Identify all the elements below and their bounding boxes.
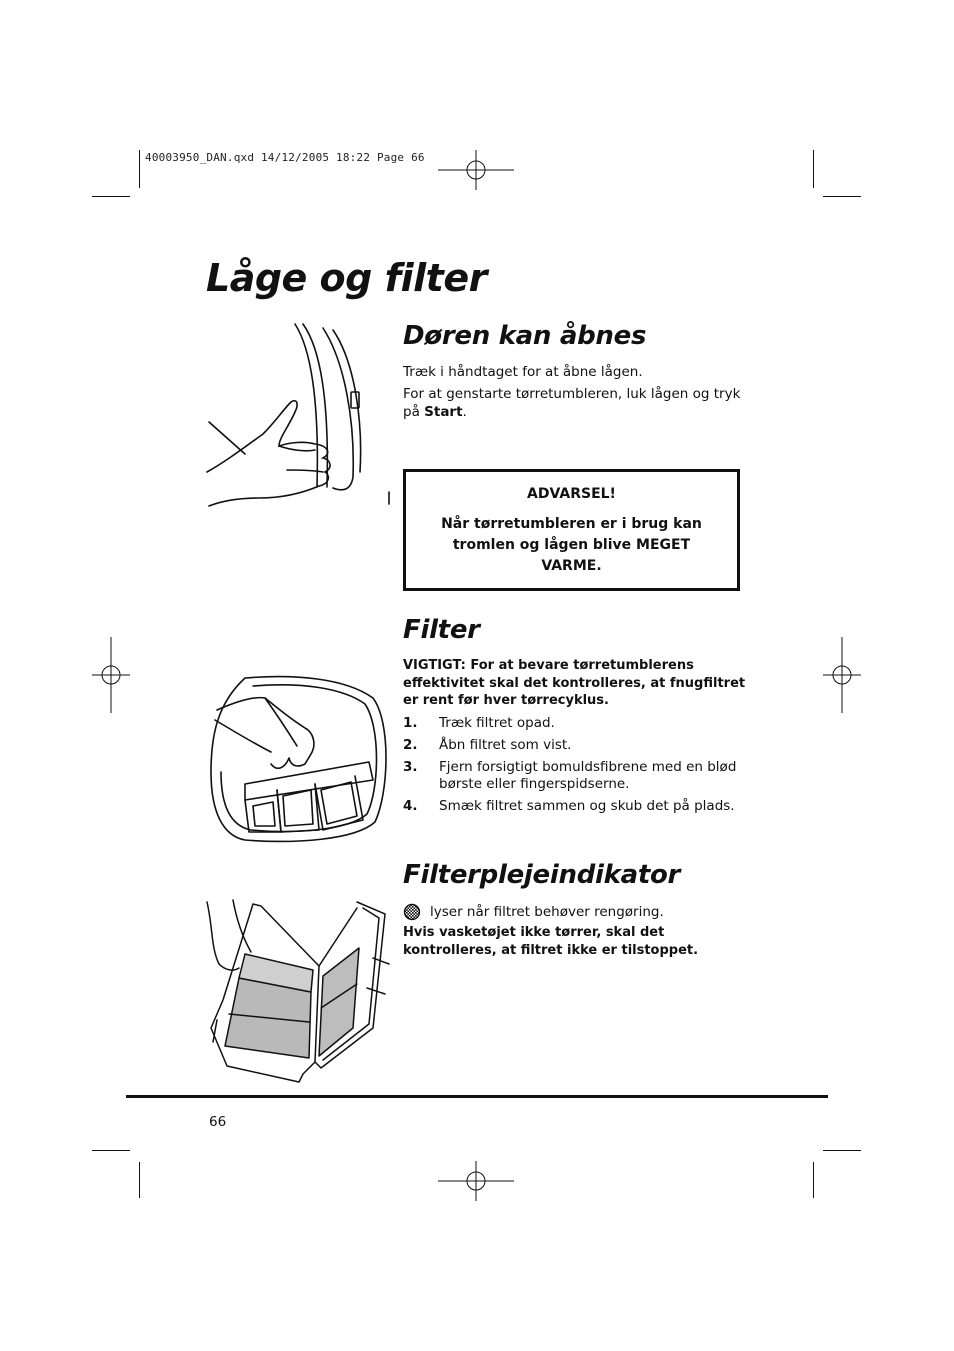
filter-step xyxy=(403,759,748,793)
step-number: 2. xyxy=(403,736,418,753)
step-text: Træk filtret opad. xyxy=(439,714,555,731)
step-number: 1. xyxy=(403,714,418,731)
page-title: Låge og filter xyxy=(206,256,487,300)
open-filter-illustration xyxy=(203,898,393,1083)
filter-section xyxy=(403,615,748,820)
door-restart-text xyxy=(403,385,743,421)
indicator-section xyxy=(403,860,748,959)
filter-step xyxy=(403,798,748,815)
filter-step xyxy=(403,715,748,732)
door-heading: Døren kan åbnes xyxy=(403,321,647,351)
filter-steps xyxy=(403,715,748,815)
filter-indicator-icon xyxy=(403,903,421,921)
file-slug: 40003950_DAN.qxd 14/12/2005 18:22 Page 66 xyxy=(145,151,425,164)
step-text: Fjern forsigtigt bomuldsfibrene med en blød børste eller fingerspidserne. xyxy=(439,758,737,792)
start-label: Start xyxy=(424,404,463,420)
warning-box xyxy=(403,469,740,591)
indicator-line xyxy=(403,903,748,921)
filter-step xyxy=(403,737,748,754)
warning-text: Når tørretumbleren er i brug kan tromlen og lågen blive MEGET VARME. xyxy=(441,516,702,574)
step-number: 4. xyxy=(403,797,418,814)
step-text: Smæk filtret sammen og skub det på plads. xyxy=(439,797,735,814)
door-restart-post: . xyxy=(462,404,467,420)
door-restart-pre: For at genstarte tørretumbleren, luk lågen og tryk på xyxy=(403,386,741,420)
door-opening-illustration xyxy=(205,322,395,507)
indicator-heading: Filterplejeindikator xyxy=(403,860,681,890)
filter-heading: Filter xyxy=(403,615,480,645)
filter-important: VIGTIGT: For at bevare tørretumblerens effektivitet skal det kontrolleres, at fnugfiltret er rent før hver tørrecyklus. xyxy=(403,658,746,708)
indicator-warning: Hvis vasketøjet ikke tørrer, skal det kontrolleres, at filtret ikke er tilstoppet. xyxy=(403,925,699,958)
page-number: 66 xyxy=(209,1114,227,1130)
footer-rule xyxy=(126,1095,828,1098)
door-instruction: Træk i håndtaget for at åbne lågen. xyxy=(403,364,643,380)
filter-removal-illustration xyxy=(205,672,390,847)
step-number: 3. xyxy=(403,758,418,775)
step-text: Åbn filtret som vist. xyxy=(439,736,572,753)
indicator-text: lyser når filtret behøver rengøring. xyxy=(430,904,664,920)
door-section xyxy=(403,321,743,421)
warning-title: ADVARSEL! xyxy=(527,486,616,502)
